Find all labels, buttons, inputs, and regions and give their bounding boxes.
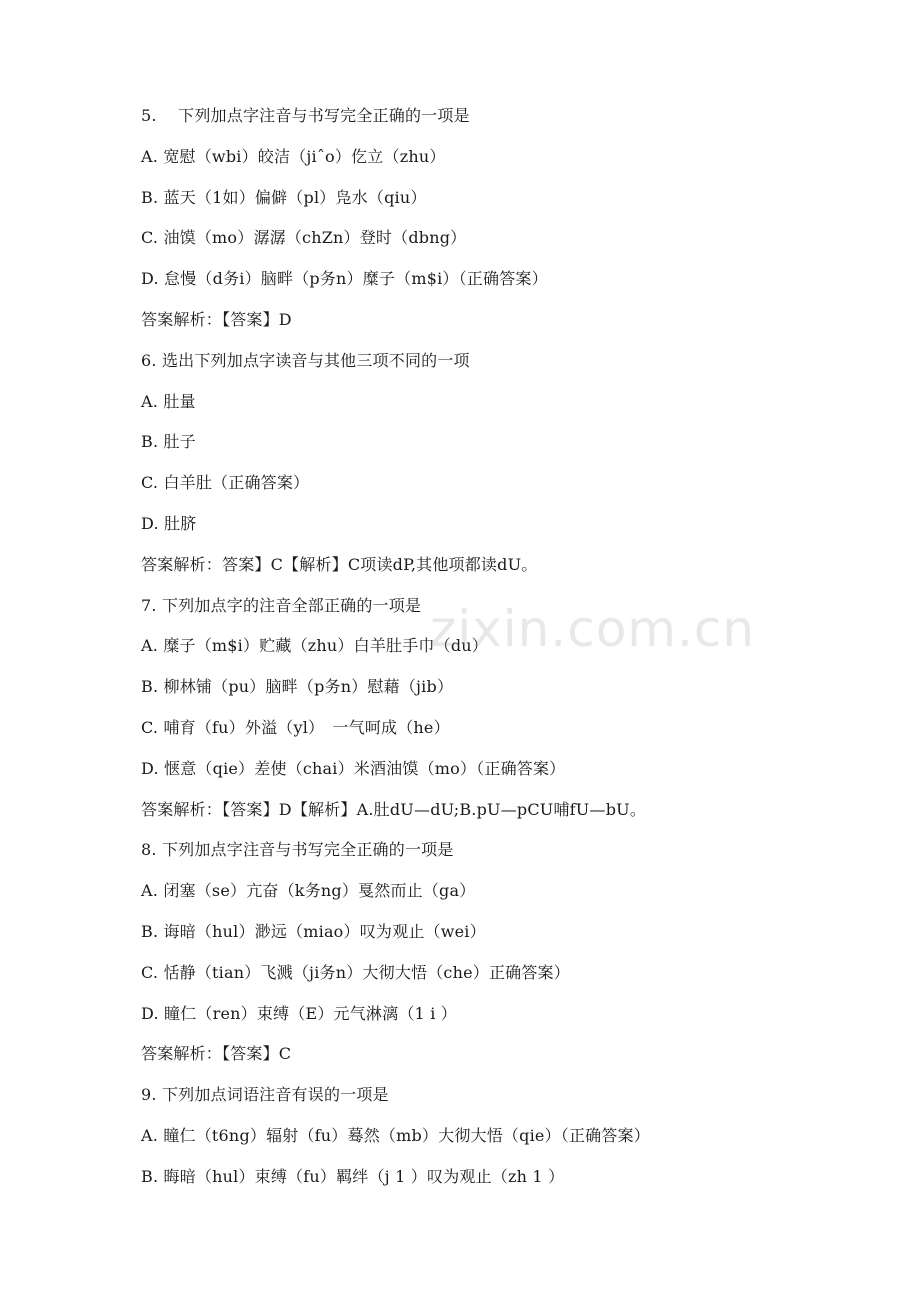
question-5-answer: 答案解析：【答案】D [141, 309, 292, 329]
question-6-option-a: A. 肚量 [141, 391, 196, 411]
question-8-option-c: C. 恬静（tian）飞溅（ji务n）大彻大悟（che）正确答案） [141, 962, 570, 982]
question-8-option-a: A. 闭塞（se）亢奋（k务ng）戛然而止（ga） [141, 881, 476, 901]
question-7-option-d: D. 惬意（qie）差使（chai）米酒油馍（mo）（正确答案） [141, 758, 566, 778]
question-8-answer: 答案解析：【答案】C [141, 1044, 292, 1064]
question-9-option-a: A. 瞳仁（t6ng）辐射（fu）蓦然（mb）大彻大悟（qie）（正确答案） [141, 1125, 650, 1145]
question-6-title: 6. 选出下列加点字读音与其他三项不同的一项 [141, 350, 470, 370]
question-7-option-a: A. 糜子（m$i）贮藏（zhu）白羊肚手巾（du） [141, 636, 488, 656]
question-7-title: 7. 下列加点字的注音全部正确的一项是 [141, 595, 422, 615]
question-6-option-b: B. 肚子 [141, 432, 196, 452]
question-8-option-b: B. 诲暗（hul）渺远（miao）叹为观止（wei） [141, 921, 486, 941]
question-6-answer: 答案解析：答案】C【解析】C项读dP,其他项都读dU。 [141, 554, 538, 574]
question-7-option-b: B. 柳林铺（pu）脑畔（p务n）慰藉（jib） [141, 677, 454, 697]
question-7-option-c: C. 哺育（fu）外溢（yl） 一气呵成（he） [141, 717, 450, 737]
question-6-option-d: D. 肚脐 [141, 513, 197, 533]
question-5-option-b: B. 蓝天（1如）偏僻（pl）凫水（qiu） [141, 187, 427, 207]
question-8-option-d: D. 瞳仁（ren）束缚（E）元气淋漓（1 i ） [141, 1003, 458, 1023]
question-5-title: 5. 下列加点字注音与书写完全正确的一项是 [141, 106, 470, 125]
question-8-title: 8. 下列加点字注音与书写完全正确的一项是 [141, 840, 454, 860]
question-9-title: 9. 下列加点词语注音有误的一项是 [141, 1085, 389, 1105]
question-9-option-b: B. 晦暗（hul）束缚（fu）羁绊（j 1 ）叹为观止（zh 1 ） [141, 1166, 565, 1186]
question-7-answer: 答案解析：【答案】D【解析】A.肚dU—dU;B.pU—pCU哺fU—bU。 [141, 799, 647, 819]
question-5-option-c: C. 油馍（mo）潺潺（chZn）登时（dbng） [141, 228, 467, 248]
question-5-option-a: A. 宽慰（wbi）皎洁（jiˆo）仡立（zhu） [141, 146, 446, 166]
watermark: zixin.com.cn [430, 600, 756, 658]
question-5-option-d: D. 怠慢（d务i）脑畔（p务n）糜子（m$i）（正确答案） [141, 269, 548, 289]
question-6-option-c: C. 白羊肚（正确答案） [141, 473, 310, 493]
